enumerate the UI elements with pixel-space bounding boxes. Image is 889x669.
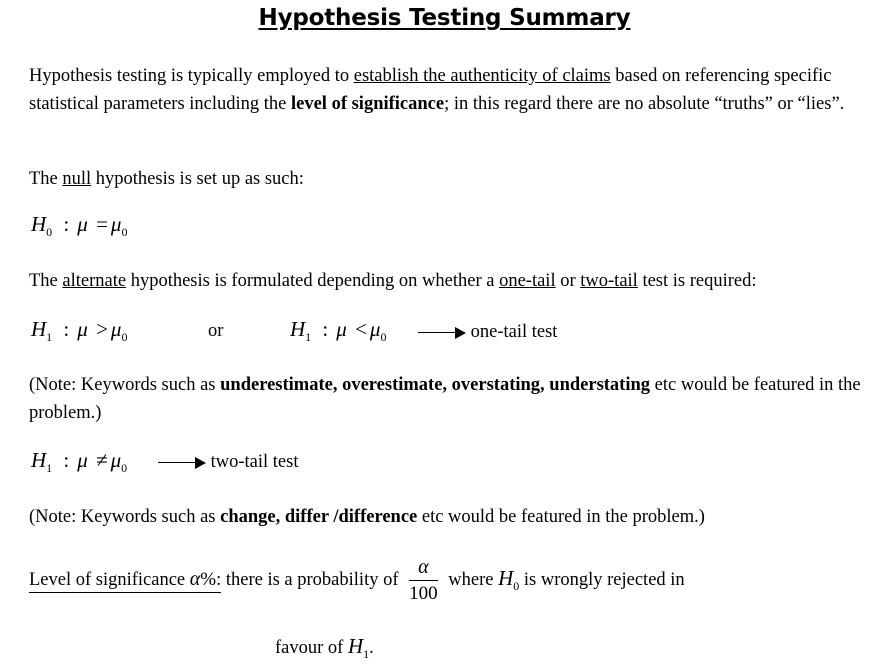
eq-operator: < (355, 317, 367, 341)
eq-mu-0: μ (110, 212, 122, 236)
percent-symbol: % (200, 568, 217, 590)
right-arrow-icon (418, 326, 466, 340)
note-two-text-1: (Note: Keywords such as (29, 507, 221, 527)
eq-h-sub: 1 (46, 330, 53, 344)
eq-colon: : (63, 212, 70, 236)
note-one-text-1: (Note: Keywords such as (29, 375, 221, 395)
h0-sub: 0 (513, 578, 520, 593)
fraction-numerator: α (409, 556, 438, 581)
eq-operator: ≠ (96, 448, 108, 472)
alpha-symbol: α (189, 567, 201, 590)
or-text: or (208, 321, 224, 341)
alt-greater-equation (31, 317, 127, 342)
intro-text-1: Hypothesis testing is typically employed to (29, 66, 354, 86)
one-tail-label: one-tail test (470, 322, 558, 342)
alt-text-3: or (555, 271, 581, 291)
eq-mu: μ (77, 317, 88, 341)
null-hypothesis-equation (31, 212, 127, 237)
favour-of-text: favour of (275, 638, 348, 658)
intro-text-3: ; in this regard there are no absolute “truths” or “lies”. (444, 94, 845, 114)
note-one-tail (29, 371, 879, 427)
h1-sub: 1 (363, 647, 370, 661)
eq-mu-0: μ (110, 317, 122, 341)
eq-operator: = (96, 212, 108, 236)
eq-h: H (290, 317, 306, 341)
two-tail-word: two-tail (580, 271, 638, 291)
significance-label-text: Level of significance (29, 569, 190, 590)
significance-text-3: is wrongly rejected in (519, 569, 685, 590)
alt-less-equation (290, 317, 386, 342)
eq-h-sub: 0 (46, 225, 53, 239)
null-text-1: The (29, 169, 63, 189)
eq-mu: μ (336, 317, 347, 341)
eq-mu-0: μ (110, 448, 122, 472)
eq-mu-sub: 0 (121, 330, 128, 344)
eq-mu: μ (77, 212, 88, 236)
null-text-2: hypothesis is set up as such: (91, 169, 304, 189)
eq-h: H (31, 212, 47, 236)
eq-h-sub: 1 (46, 461, 53, 475)
one-tail-result (418, 322, 557, 343)
significance-continuation (275, 634, 374, 659)
note-two-keywords: change, differ /difference (220, 507, 418, 527)
fraction-denominator: 100 (409, 583, 438, 604)
two-tail-result (158, 452, 298, 473)
eq-mu: μ (77, 448, 88, 472)
one-tail-word: one-tail (499, 271, 556, 291)
note-one-text-2: etc would be featured in the problem.) (29, 375, 861, 423)
eq-mu-sub: 0 (121, 461, 128, 475)
significance-line (29, 556, 685, 605)
intro-paragraph (29, 62, 879, 118)
alpha-over-100-fraction (409, 556, 438, 605)
eq-operator: > (96, 317, 108, 341)
note-two-text-2: etc would be featured in the problem.) (417, 507, 705, 527)
two-tail-label: two-tail test (210, 452, 299, 472)
null-hypothesis-intro (29, 165, 879, 193)
significance-colon: : (216, 569, 222, 590)
eq-mu-0: μ (369, 317, 381, 341)
h1-symbol: H (347, 634, 364, 658)
alt-text-4: test is required: (637, 271, 757, 291)
significance-label (29, 567, 222, 593)
eq-colon: : (63, 317, 70, 341)
eq-colon: : (322, 317, 329, 341)
alternate-word: alternate (62, 271, 127, 291)
eq-mu-sub: 0 (380, 330, 387, 344)
intro-text-2: based on referencing specific statistical parameters including the (29, 66, 832, 114)
eq-h: H (31, 317, 47, 341)
two-tail-equation (31, 448, 127, 473)
eq-h: H (31, 448, 47, 472)
note-two-tail (29, 503, 879, 531)
period: . (369, 638, 374, 658)
h0-symbol: H (498, 565, 514, 590)
alternate-hypothesis-intro (29, 267, 879, 295)
note-one-keywords: underestimate, overestimate, overstating, understating (220, 375, 651, 395)
right-arrow-icon (158, 456, 206, 470)
claims-phrase: establish the authenticity of claims (353, 66, 611, 86)
null-word: null (62, 169, 92, 189)
level-of-significance-bold: level of significance (291, 94, 445, 114)
significance-text-1: there is a probability of (221, 569, 399, 590)
significance-text-2: where (448, 569, 499, 590)
alt-text-1: The (29, 271, 63, 291)
page-title: Hypothesis Testing Summary (258, 5, 631, 31)
alt-text-2: hypothesis is formulated depending on whether a (126, 271, 500, 291)
eq-mu-sub: 0 (121, 225, 128, 239)
eq-h-sub: 1 (305, 330, 312, 344)
eq-colon: : (63, 448, 70, 472)
